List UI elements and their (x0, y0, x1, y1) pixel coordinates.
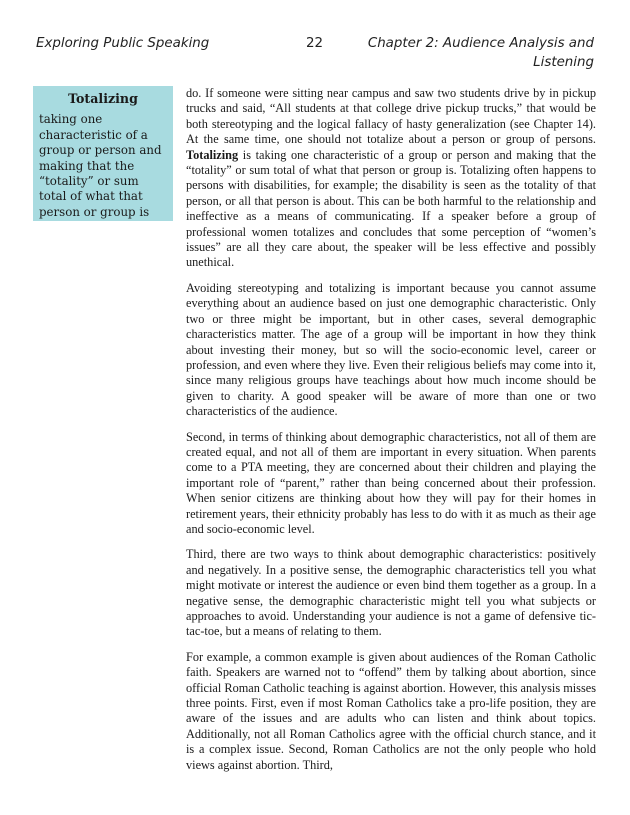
paragraph-1 (186, 86, 596, 271)
book-title: Exploring Public Speaking (36, 36, 210, 51)
chapter-title: Chapter 2: Audience Analysis and Listening (367, 36, 594, 70)
paragraph-2: Avoiding stereotyping and totalizing is important because you cannot assume everything about an audience based on just one demographic characteristic. Only two or three might be important, but in other cases, several demographic characteristics matter. The age of a group will be important in how they think about investing their money, but so will the socio-economic level, career or profession, and even where they live. Even their religious beliefs may come into it, since many religious groups have teachings about how much income should be given to charity. A good speaker will be aware of more than one or two characteristics of the audience. (186, 280, 596, 419)
paragraph-5: For example, a common example is given about audiences of the Roman Catholic faith. Speakers are warned not to “offend” them by talking about abortion, since official Roman Catholic teaching is against abortion. However, this analysis misses three points. First, even if most Roman Catholics take a pro-life position, they are aware of the issues and are adults who can listen and think about topics. Additionally, not all Roman Catholics agree with the official church stance, and it is a complex issue. Second, Roman Catholics are not the only people who hold views against abortion. Third, (186, 649, 596, 772)
sidebar-definition: taking one characteristic of a group or person and making that the “totality” or sum total of what that person or group is (39, 112, 162, 219)
main-text (186, 86, 596, 783)
paragraph-1-term: Totalizing (186, 147, 239, 162)
paragraph-1-before: do. If someone were sitting near campus and saw two students drive by in pickup trucks and said, “All students at that college drive pickup trucks,” that would be both stereotyping and the logical fallacy of hasty generalization (see Chapter 14). At the same time, one should not totalize about a person or group of persons. (186, 86, 596, 147)
page-number: 22 (306, 36, 324, 51)
paragraph-4: Third, there are two ways to think about demographic characteristics: positively and negatively. In a positive sense, the demographic characteristics tell you what might motivate or interest the audience or even bind them together as a group. In a negative sense, the demographic characteristic might tell you what subjects or approaches to avoid. Understanding your audience is not a game of defensive tic-tac-toe, but a means of relating to them. (186, 547, 596, 639)
paragraph-3: Second, in terms of thinking about demographic characteristics, not all of them are created equal, and not all of them are important in every situation. When parents come to a PTA meeting, they are concerned about their children and playing the important role of “parent,” rather than being concerned about their profession. When senior citizens are thinking about how they will pay for their homes in retirement years, their ethnicity probably has less to do with it as much as their age and socio-economic level. (186, 429, 596, 536)
definition-sidebar (33, 86, 173, 221)
page-header (0, 34, 630, 74)
paragraph-1-after: is taking one characteristic of a group or person and making that the “totality” or sum total of what that person or group is. Totalizing often happens to persons with disabilities, for example; the disability is seen as the totality of that person, or all that person is about. This can be both harmful to the relationship and ineffective as a means of communicating. If a speaker before a group of professional women totalizes and concludes that some perception of “women’s issues” are all they care about, the speaker will be less effective and possibly unethical. (186, 147, 596, 270)
sidebar-term: Totalizing (68, 91, 138, 106)
